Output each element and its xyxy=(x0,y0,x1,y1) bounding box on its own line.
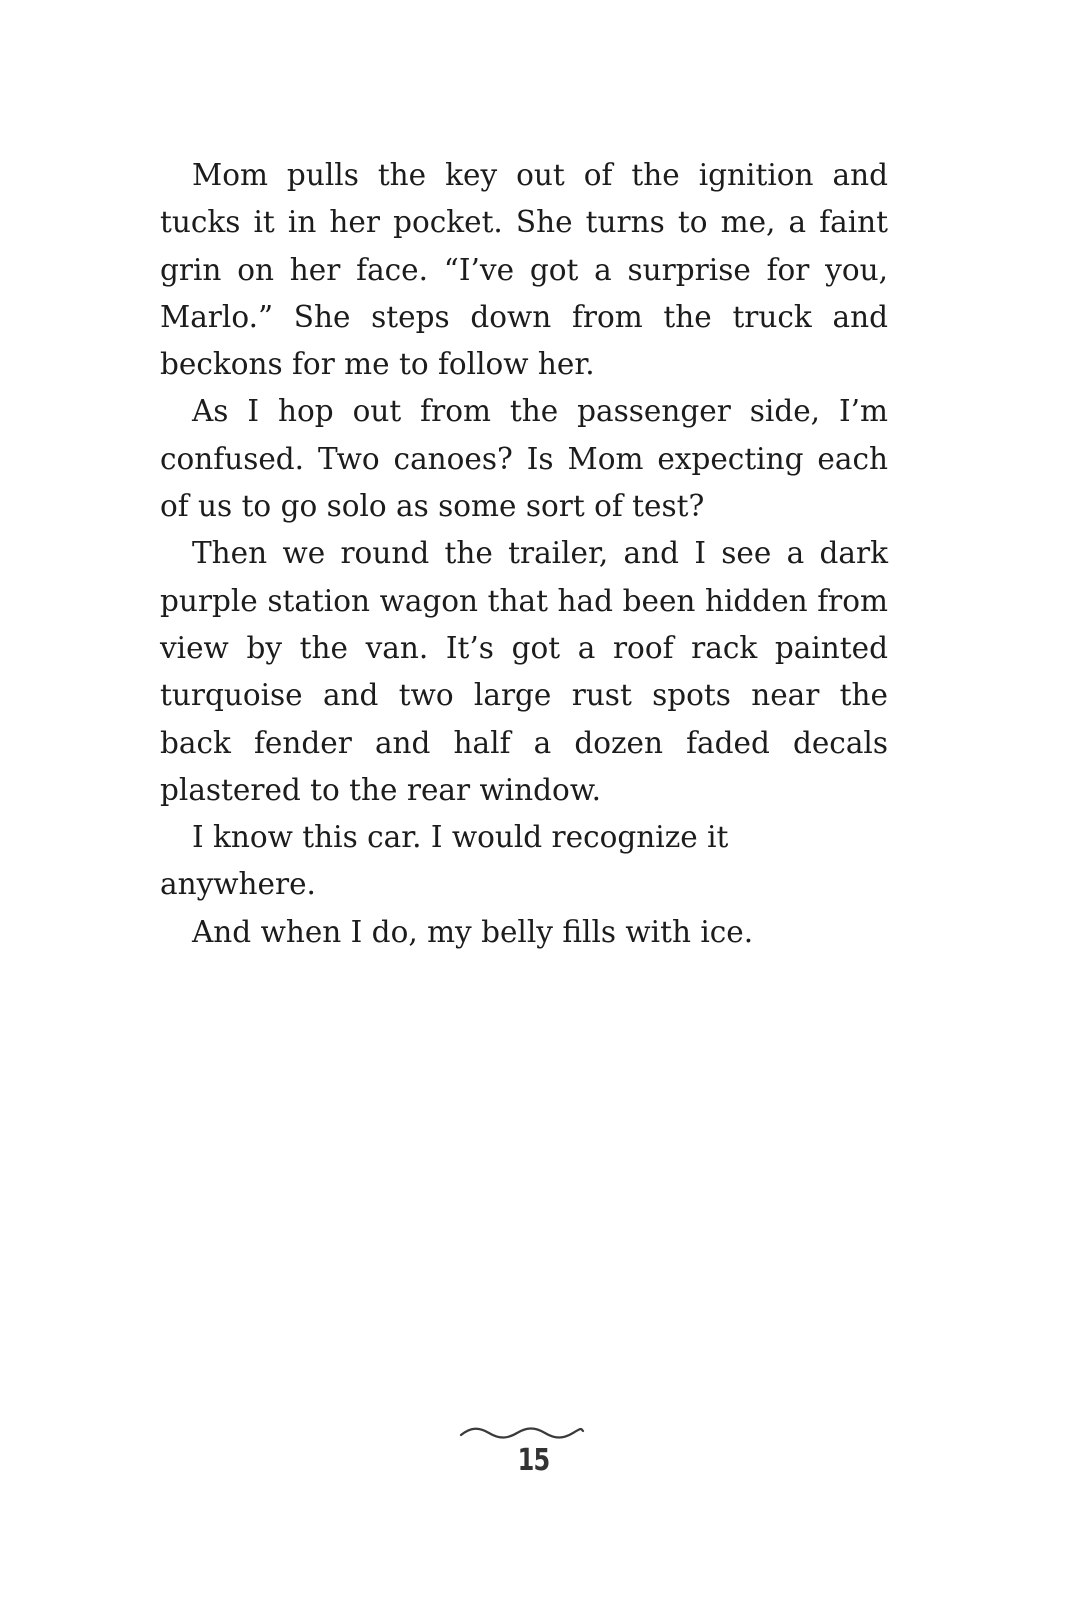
paragraph-1: Mom pulls the key out of the ignition and tucks it in her pocket. She turns to me, a faint grin on her face. “I’ve got a surprise for you, Marlo.” She steps down from the truck and beckons for me to follow her. xyxy=(160,158,888,382)
paragraph-3: Then we round the trailer, and I see a dark purple station wagon that had been hidden from view by the van. It’s got a roof rack painted turquoise and two large rust spots near the back fender and half a dozen faded decals plastered to the rear window. xyxy=(160,536,888,807)
body-text xyxy=(160,152,888,956)
paragraph-4: I know this car. I would recognize it anywhere. xyxy=(160,820,729,902)
paragraph-5: And when I do, my belly fills with ice. xyxy=(192,914,754,949)
wave-ornament-icon xyxy=(459,1423,585,1443)
page-number: 15 xyxy=(517,1443,550,1478)
paragraph-2: As I hop out from the passenger side, I’m confused. Two canoes? Is Mom expecting each of us to go solo as some sort of test? xyxy=(160,394,888,524)
